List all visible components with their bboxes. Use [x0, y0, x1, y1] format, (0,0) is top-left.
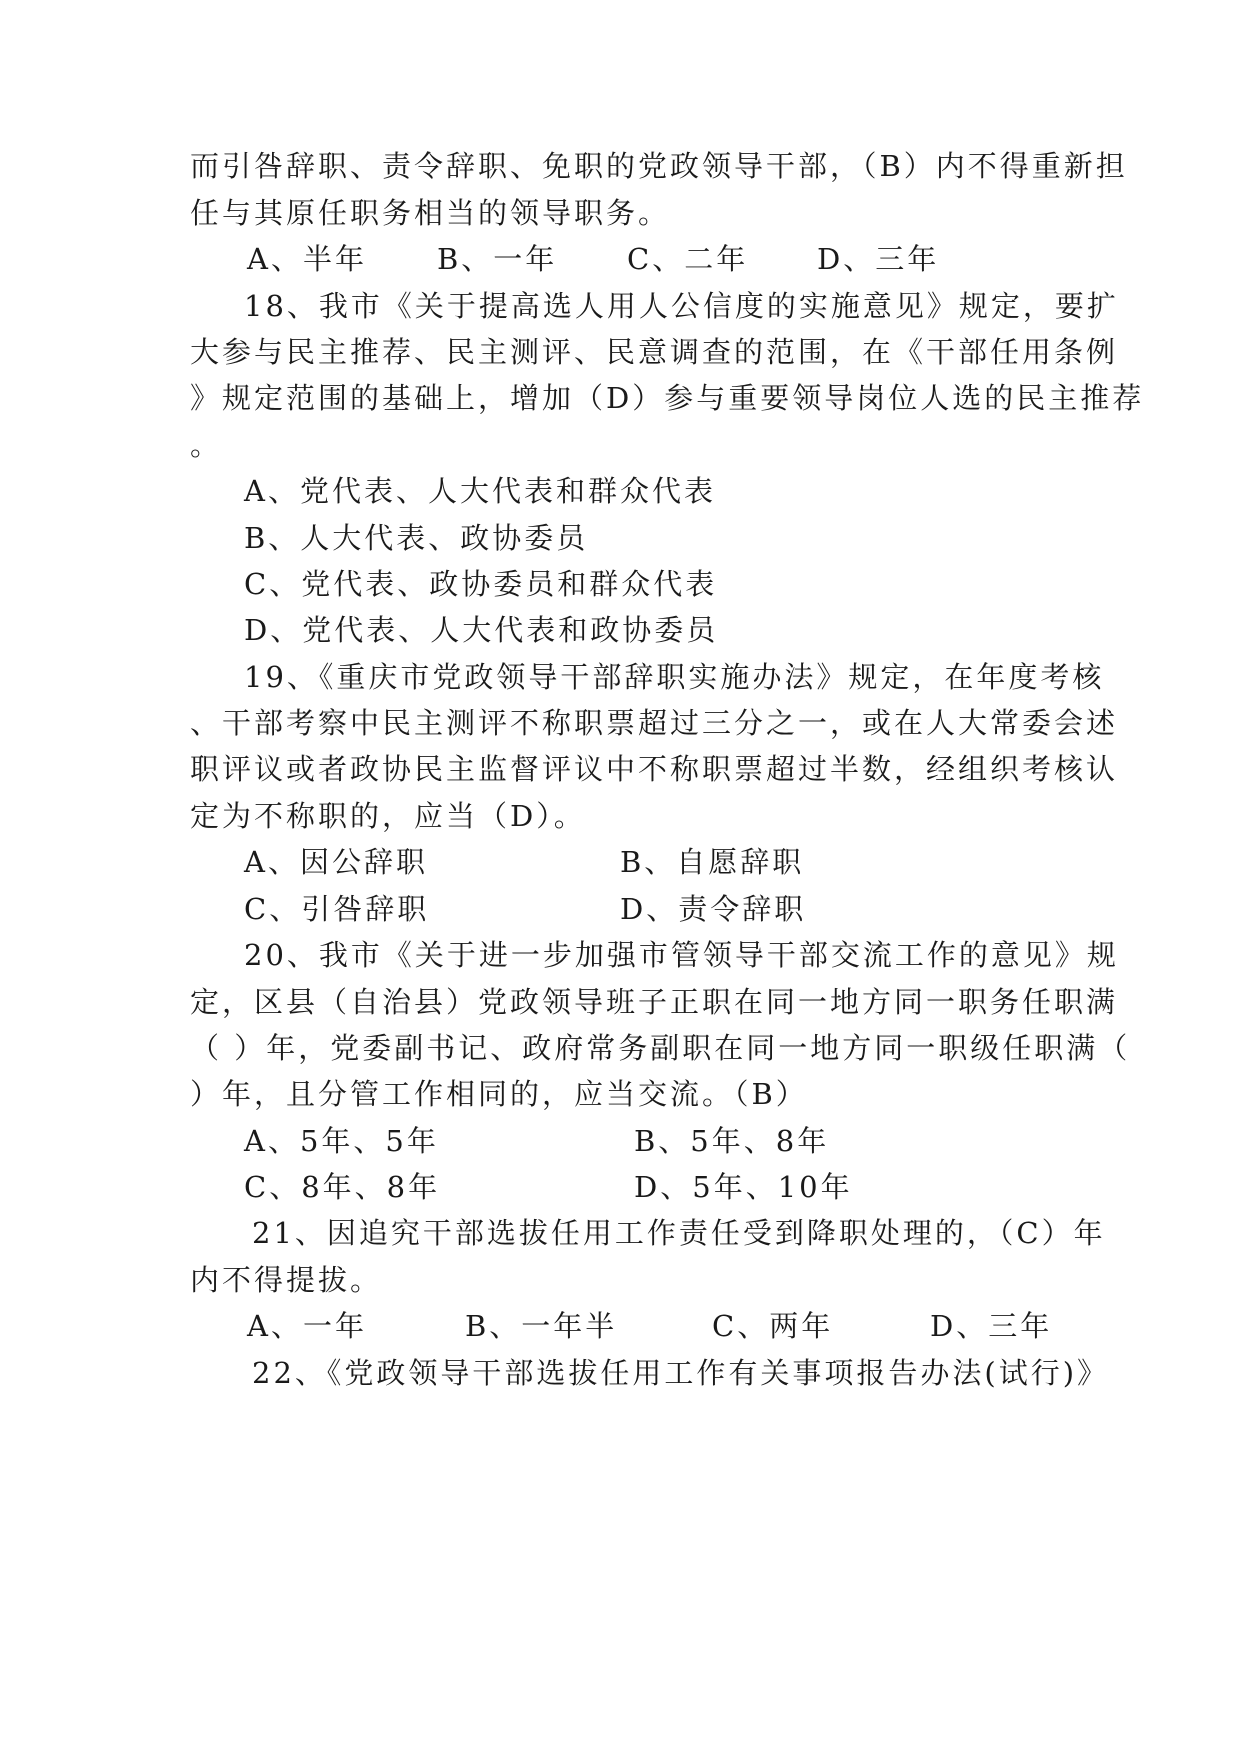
- q18-option-d: D、党代表、人大代表和政协委员: [244, 613, 719, 647]
- q18-option-a: A、党代表、人大代表和群众代表: [244, 474, 716, 508]
- q17-line-2: 任与其原任职务相当的领导职务。: [190, 196, 671, 230]
- q21-option-a: A、一年: [247, 1309, 367, 1343]
- q18-line-4: 。: [190, 428, 223, 462]
- q21-line-2: 内不得提拔。: [190, 1263, 383, 1297]
- q18-line-1: 18、我市《关于提高选人用人公信度的实施意见》规定，要扩: [244, 289, 1119, 323]
- q19-line-1: 19、《重庆市党政领导干部辞职实施办法》规定，在年度考核: [244, 660, 1105, 694]
- q18-option-c: C、党代表、政协委员和群众代表: [244, 567, 718, 601]
- q17-option-c: C、二年: [627, 242, 749, 276]
- q18-option-b: B、人大代表、政协委员: [244, 521, 589, 555]
- q20-line-4: ）年，且分管工作相同的，应当交流。（B）: [190, 1077, 808, 1111]
- q20-option-c: C、8年、8年: [244, 1170, 441, 1204]
- q17-option-a: A、半年: [247, 242, 367, 276]
- q19-option-d: D、责令辞职: [620, 892, 807, 926]
- q20-option-a: A、5年、5年: [244, 1124, 439, 1158]
- q19-line-2: 、干部考察中民主测评不称职票超过三分之一，或在人大常委会述: [190, 706, 1119, 740]
- q21-option-b: B、一年半: [465, 1309, 618, 1343]
- q20-line-1: 20、我市《关于进一步加强市管领导干部交流工作的意见》规: [244, 938, 1119, 972]
- q19-line-4: 定为不称职的，应当（D）。: [190, 799, 586, 833]
- q19-option-c: C、引咎辞职: [244, 892, 430, 926]
- q20-option-d: D、5年、10年: [634, 1170, 853, 1204]
- q17-line-1: 而引咎辞职、责令辞职、免职的党政领导干部，（B）内不得重新担: [190, 149, 1128, 183]
- q18-line-3: 》规定范围的基础上，增加（D）参与重要领导岗位人选的民主推荐: [190, 381, 1145, 415]
- q19-option-b: B、自愿辞职: [620, 845, 805, 879]
- q17-option-d: D、三年: [817, 242, 940, 276]
- q19-line-3: 职评议或者政协民主监督评议中不称职票超过半数，经组织考核认: [190, 752, 1119, 786]
- q19-option-a: A、因公辞职: [244, 845, 428, 879]
- q20-line-3: （ ）年，党委副书记、政府常务副职在同一地方同一职级任职满（: [190, 1031, 1131, 1065]
- q22-line-1: 22、《党政领导干部选拔任用工作有关事项报告办法(试行)》: [252, 1356, 1110, 1390]
- q20-option-b: B、5年、8年: [634, 1124, 830, 1158]
- q18-line-2: 大参与民主推荐、民主测评、民意调查的范围，在《干部任用条例: [190, 335, 1119, 369]
- q21-option-c: C、两年: [712, 1309, 834, 1343]
- q20-line-2: 定，区县（自治县）党政领导班子正职在同一地方同一职务任职满: [190, 985, 1119, 1019]
- q17-option-b: B、一年: [437, 242, 558, 276]
- q21-line-1: 21、因追究干部选拔任用工作责任受到降职处理的，（C）年: [252, 1216, 1106, 1250]
- q21-option-d: D、三年: [930, 1309, 1053, 1343]
